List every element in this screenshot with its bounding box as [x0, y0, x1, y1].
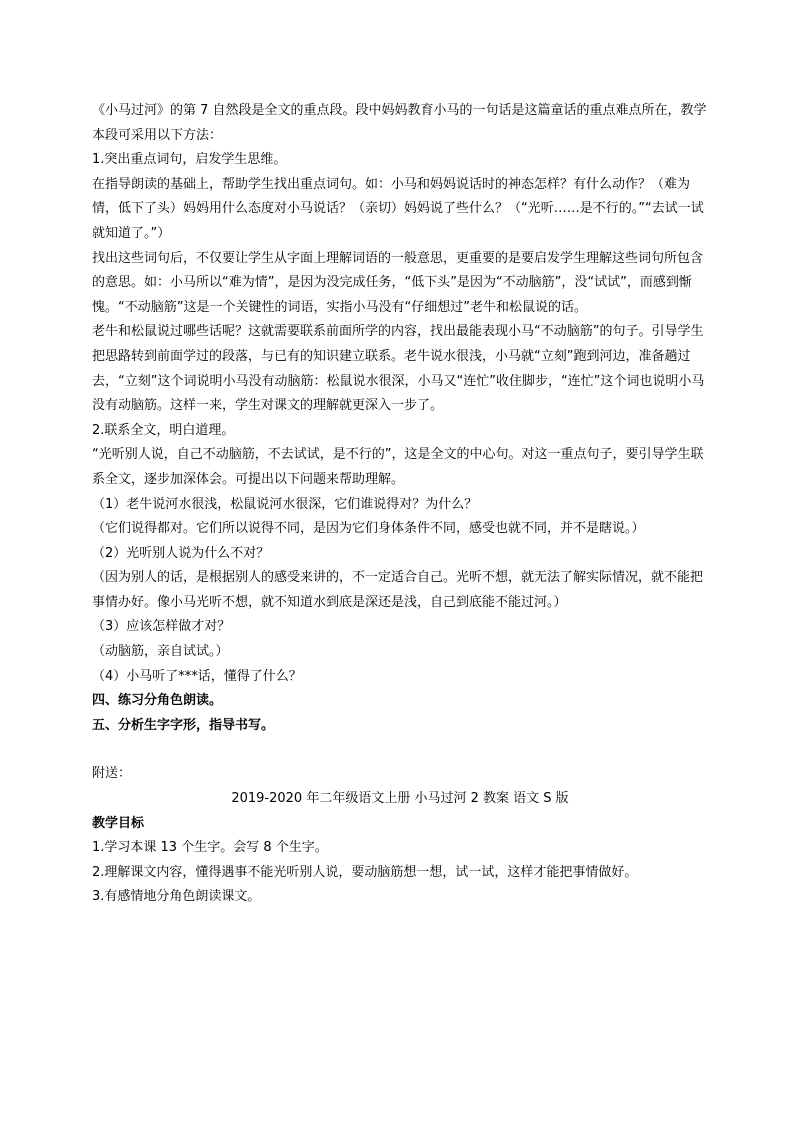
spacer: [92, 738, 708, 762]
document-page: [92, 99, 708, 910]
method-1-heading: 1.突出重点词句，启发学生思维。: [92, 152, 287, 168]
paragraph-key-words: 在指导朗读的基础上，帮助学生找出重点词句。如：小马和妈妈说话时的神态怎样？有什么动作？（难为情，低下了头）妈妈用什么态度对小马说话？（亲切）妈妈说了些什么？（“光听……是不行的。”“去试一试就知道了。”）: [92, 176, 704, 241]
answer-1: （它们说得都对。它们所以说得不同，是因为它们身体条件不同，感受也就不同，并不是瞎说。）: [92, 521, 645, 537]
question-1: （1）老牛说河水很浅，松鼠说河水很深，它们谁说得对？为什么？: [92, 496, 478, 512]
question-3: （3）应该怎样做才对？: [92, 619, 231, 635]
method-2-heading: 2.联系全文，明白道理。: [92, 422, 235, 438]
paragraph-connection: 老牛和松鼠说过哪些话呢？这就需要联系前面所学的内容，找出最能表现小马“不动脑筋”的句子。引导学生把思路转到前面学过的段落，与已有的知识建立联系。老牛说水很浅，小马就“立刻”跑到河边，准备趟过去，“立刻”这个词说明小马没有动脑筋：松鼠说水很深，小马又“连忙”收住脚步，“连忙”这个词也说明小马没有动脑筋。这样一来，学生对课文的理解就更深入一步了。: [92, 324, 705, 414]
objectives-heading: 教学目标: [92, 815, 145, 831]
objective-2: 2.理解课文内容，懂得遇事不能光听别人说，要动脑筋想一想，试一试，这样才能把事情做好。: [92, 864, 638, 880]
question-2: （2）光听别人说为什么不对？: [92, 545, 270, 561]
paragraph-intro: 《小马过河》的第 7 自然段是全文的重点段。段中妈妈教育小马的一句话是这篇童话的重点难点所在，教学本段可采用以下方法：: [92, 103, 707, 143]
appendix-title: 2019-2020 年二年级语文上册 小马过河 2 教案 语文 S 版: [231, 791, 569, 807]
objective-1: 1.学习本课 13 个生字。会写 8 个生字。: [92, 840, 328, 856]
paragraph-central-sentence: “光听别人说，自己不动脑筋，不去试试，是不行的”，这是全文的中心句。对这一重点句子，要引导学生联系全文，逐步加深体会。可提出以下问题来帮助理解。: [92, 447, 704, 487]
objective-3: 3.有感情地分角色朗读课文。: [92, 889, 261, 905]
answer-3: （动脑筋，亲自试试。）: [92, 644, 229, 660]
appendix-label: 附送：: [92, 766, 132, 782]
section-5-heading: 五、分析生字字形，指导书写。: [92, 717, 275, 733]
question-4: （4）小马听了***话，懂得了什么？: [92, 668, 302, 684]
paragraph-understanding: 找出这些词句后，不仅要让学生从字面上理解词语的一般意思，更重要的是要启发学生理解这些词句所包含的意思。如：小马所以“难为情”，是因为没完成任务，“低下头”是因为“不动脑筋”，没“试试”，而感到惭愧。“不动脑筋”这是一个关键性的词语，实指小马没有“仔细想过”老牛和松鼠说的话。: [92, 250, 704, 315]
answer-2: （因为别人的话，是根据别人的感受来讲的，不一定适合自己。光听不想，就无法了解实际情况，就不能把事情办好。像小马光听不想，就不知道水到底是深还是浅，自己到底能不能过河。）: [92, 570, 704, 610]
section-4-heading: 四、练习分角色朗读。: [92, 693, 223, 709]
